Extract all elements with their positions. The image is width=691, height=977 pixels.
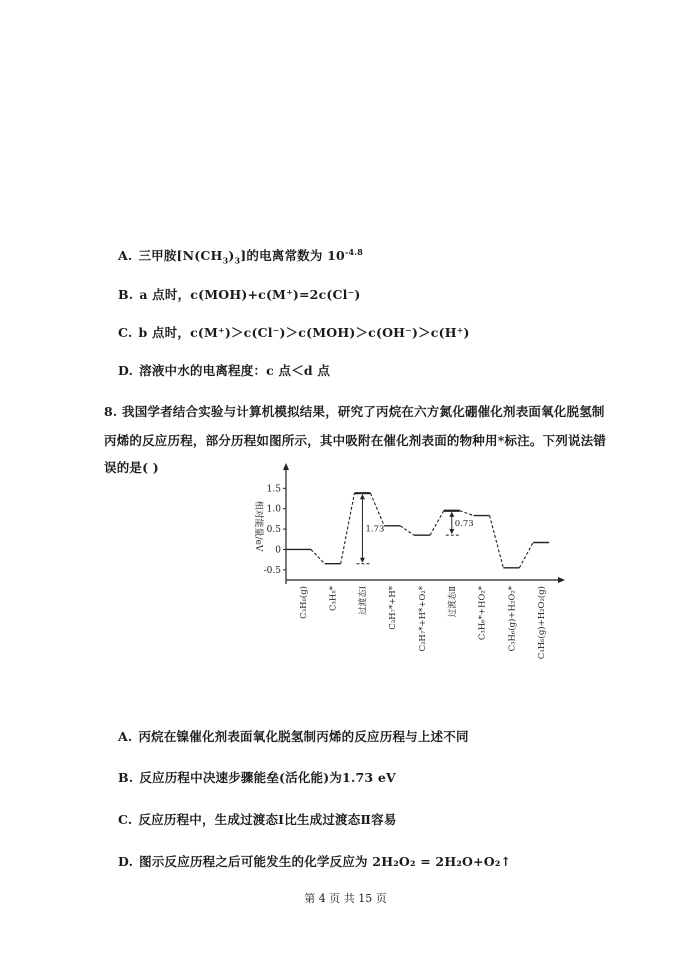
- energy-connector: [311, 549, 325, 563]
- option-b-text: a 点时，c(MOH)+c(M⁺)=2c(Cl⁻): [139, 287, 361, 302]
- state-label: C₃H₇*+H*: [388, 586, 399, 630]
- energy-connector: [490, 516, 504, 568]
- q8-stem-line2: 丙烯的反应历程，部分历程如图所示，其中吸附在催化剂表面的物种用*标注。下列说法错: [104, 433, 607, 448]
- state-label: 过渡态Ⅱ: [447, 586, 458, 618]
- barrier-arrowhead-bottom: [360, 558, 365, 563]
- option-letter: B.: [118, 770, 134, 785]
- option-letter: B.: [118, 287, 134, 302]
- barrier-label: 1.73: [365, 524, 385, 535]
- state-label: C₃H₆(g)+H₂O₂*: [507, 586, 518, 652]
- y-tick-label: 1.5: [266, 484, 281, 495]
- state-label: C₃H₆*+HO₂*: [477, 586, 488, 641]
- barrier-arrowhead-bottom: [449, 529, 454, 534]
- option-c-text: b 点时，c(M⁺)＞c(Cl⁻)＞c(MOH)＞c(OH⁻)＞c(H⁺): [138, 325, 470, 340]
- option-d-text: 图示反应历程之后可能发生的化学反应为 2H₂O₂ = 2H₂O+O₂↑: [139, 854, 512, 869]
- option-letter: C.: [118, 812, 133, 827]
- state-label: 过渡态Ⅰ: [358, 586, 369, 615]
- y-tick-label: -0.5: [263, 565, 281, 576]
- q8-stem-line3: 误的是( ): [104, 460, 159, 475]
- option-a-sub2: 3: [234, 255, 241, 266]
- y-axis-arrow: [283, 463, 289, 470]
- option-letter: C.: [118, 325, 133, 340]
- option-letter: A.: [118, 248, 133, 263]
- state-label: C₃H₈*: [328, 586, 339, 611]
- y-axis-label: 相对能量/eV: [253, 500, 263, 552]
- option-a-text-pre: 三甲胺[N(CH: [138, 248, 223, 263]
- option-c-text: 反应历程中，生成过渡态Ⅰ比生成过渡态Ⅱ容易: [138, 812, 397, 827]
- option-d-text: 溶液中水的电离程度：c 点＜d 点: [139, 363, 331, 378]
- energy-diagram: [240, 462, 570, 692]
- energy-connector: [341, 493, 355, 564]
- option-a-text-mid: ): [228, 248, 235, 263]
- option-a-text-post: ]的电离常数为 10: [240, 248, 345, 263]
- option-a-text: 丙烷在镍催化剂表面氧化脱氢制丙烯的反应历程与上述不同: [138, 729, 469, 744]
- q8-option-a: [118, 727, 469, 745]
- option-letter: D.: [118, 363, 134, 378]
- barrier-arrowhead-top: [360, 494, 365, 499]
- x-axis-arrow: [558, 577, 565, 583]
- q7-option-a: [118, 246, 363, 266]
- energy-connector: [400, 526, 414, 535]
- option-a-sup: -4.8: [344, 246, 363, 257]
- q8-stem-line1: 8. 我国学者结合实验与计算机模拟结果，研究了丙烷在六方氮化硼催化剂表面氧化脱氢制: [104, 404, 605, 419]
- barrier-label: 0.73: [454, 518, 474, 529]
- q7-option-c: [118, 323, 470, 341]
- q7-option-d: [118, 361, 330, 379]
- q8-option-c: [118, 810, 397, 828]
- energy-connector: [430, 511, 444, 535]
- y-tick-label: 0.5: [266, 525, 281, 536]
- y-tick-label: 0: [275, 545, 281, 556]
- energy-connector: [370, 493, 384, 526]
- page-footer: 第 4 页 共 15 页: [304, 892, 387, 905]
- state-label: C₃H₈(g): [298, 586, 309, 619]
- option-a-sub: 3: [222, 255, 229, 266]
- energy-connector: [460, 511, 474, 516]
- q7-option-b: [118, 285, 361, 303]
- energy-connector: [519, 543, 533, 568]
- option-b-text: 反应历程中决速步骤能垒(活化能)为1.73 eV: [139, 770, 396, 785]
- state-label: C₃H₆(g)+H₂O₂(g): [537, 586, 548, 660]
- y-tick-label: 1.0: [266, 504, 281, 515]
- option-letter: A.: [118, 729, 133, 744]
- option-letter: D.: [118, 854, 134, 869]
- state-label: C₃H₇*+H*+O₂*: [418, 586, 428, 652]
- q8-option-b: [118, 768, 396, 786]
- q8-option-d: [118, 852, 511, 870]
- barrier-arrowhead-top: [449, 512, 454, 517]
